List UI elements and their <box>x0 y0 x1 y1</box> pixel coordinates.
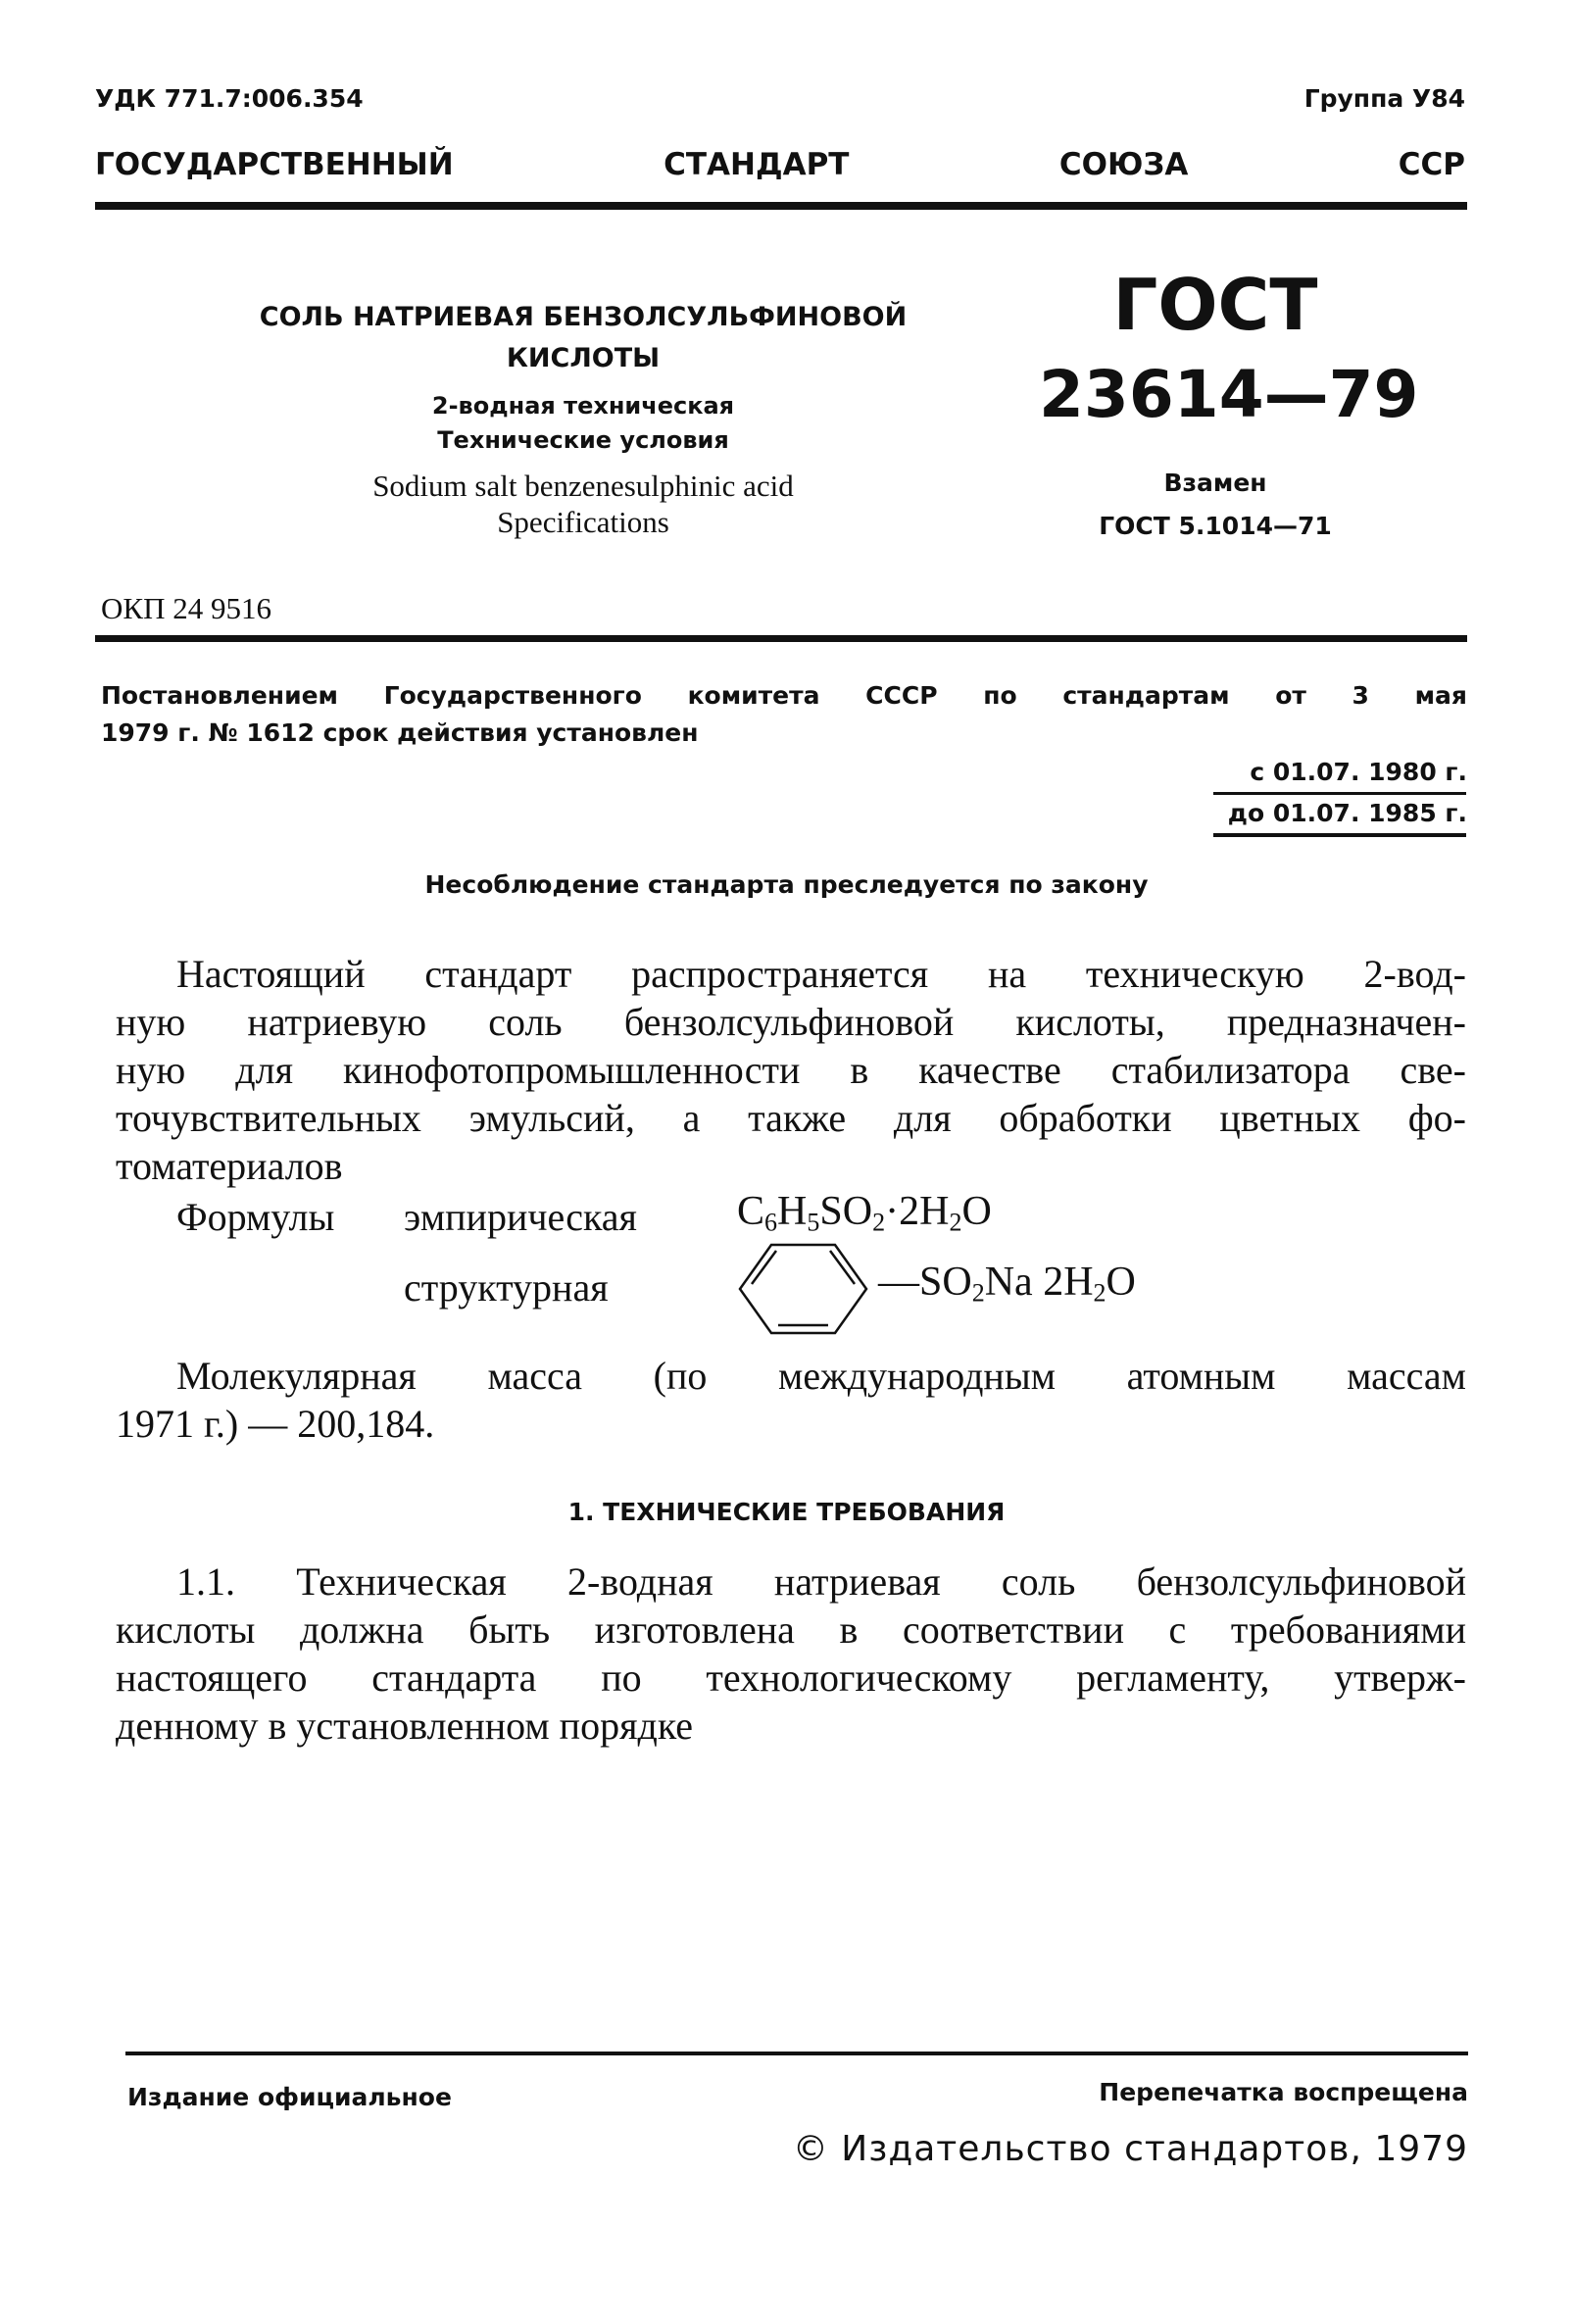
molar-mass-line-2: 1971 г.) — 200,184. <box>116 1402 435 1446</box>
group-code: Группа У84 <box>1303 84 1465 113</box>
molar-mass-line-1 <box>176 1353 1466 1399</box>
decree-word: по <box>983 681 1017 710</box>
decree-word: комитета <box>687 681 820 710</box>
decree-word: стандартам <box>1062 681 1230 710</box>
intro-line-3: ную для кинофотопромышленности в качестве стабилизатора све- <box>116 1048 1466 1092</box>
decree-word: мая <box>1414 681 1467 710</box>
molar-mass-word: массам <box>1347 1354 1466 1398</box>
gost-label: ГОСТ <box>1112 264 1318 346</box>
structural-label: структурная <box>404 1265 609 1310</box>
intro-line-5: томатериалов <box>116 1144 343 1188</box>
subtitle-line-1: 2-водная техническая <box>431 392 735 420</box>
molar-mass-word: масса <box>487 1354 582 1398</box>
decree-word: СССР <box>865 681 938 710</box>
decree-word: Постановлением <box>101 681 338 710</box>
decree-word: от <box>1275 681 1306 710</box>
header-divider <box>95 202 1467 210</box>
molar-mass-word: (по <box>653 1354 708 1398</box>
title-line-1: СОЛЬ НАТРИЕВАЯ БЕНЗОЛСУЛЬФИНОВОЙ <box>259 302 908 332</box>
intro-line-4: точувствительных эмульсий, а также для обработки цветных фо- <box>116 1096 1466 1140</box>
decree-word: Государственного <box>383 681 642 710</box>
structural-formula: $—SO_2Na$ $2H_2O$ <box>878 1260 1136 1308</box>
state-standard-banner: ГОСУДАРСТВЕННЫЙ СТАНДАРТ СОЮЗА ССР <box>95 147 1465 182</box>
gost-number: 23614—79 <box>1039 357 1419 432</box>
intro-line-1: Настоящий стандарт распространяется на техническую 2-вод- <box>176 952 1466 996</box>
replaces-value: ГОСТ 5.1014—71 <box>1099 512 1332 540</box>
replaces-label: Взамен <box>1163 469 1267 497</box>
empirical-label: эмпирическая <box>404 1195 637 1239</box>
english-title-line-1: Sodium salt benzenesulphinic acid <box>372 469 794 503</box>
section-heading: 1. ТЕХНИЧЕСКИЕ ТРЕБОВАНИЯ <box>567 1498 1006 1526</box>
section-line-1: 1.1. Техническая 2-водная натриевая соль бензолсульфиновой <box>176 1559 1466 1604</box>
valid-from-date: с 01.07. 1980 г. <box>1250 758 1467 786</box>
legal-notice: Несоблюдение стандарта преследуется по закону <box>424 870 1149 899</box>
date-underline-1 <box>1213 792 1466 795</box>
okp-code: ОКП 24 9516 <box>101 591 271 625</box>
date-underline-2 <box>1213 833 1466 837</box>
section-line-3: настоящего стандарта по технологическому регламенту, утверж- <box>116 1656 1466 1700</box>
intro-line-2: ную натриевую соль бензолсульфиновой кислоты, предназначен- <box>116 1000 1466 1044</box>
formulas-label: Формулы <box>176 1195 335 1239</box>
title-line-2: КИСЛОТЫ <box>506 343 661 373</box>
valid-to-date: до 01.07. 1985 г. <box>1227 799 1467 827</box>
udk-code: УДК 771.7:006.354 <box>95 84 364 113</box>
subtitle-line-2: Технические условия <box>437 426 729 454</box>
molar-mass-word: атомным <box>1126 1354 1276 1398</box>
empirical-formula: $C_6H_5SO_2\cdot 2H_2O$ <box>737 1189 992 1237</box>
molar-mass-word: международным <box>778 1354 1057 1398</box>
english-title-line-2: Specifications <box>497 505 669 539</box>
title-divider <box>95 635 1467 642</box>
copyright-notice: © Издательство стандартов, 1979 <box>792 2129 1468 2169</box>
official-edition: Издание официальное <box>127 2083 452 2111</box>
benzene-ring-icon <box>737 1235 874 1343</box>
section-line-2: кислоты должна быть изготовлена в соответствии с требованиями <box>116 1607 1466 1652</box>
decree-line-1 <box>101 681 1467 710</box>
footer-divider <box>125 2052 1468 2055</box>
decree-line-2: 1979 г. № 1612 срок действия установлен <box>101 718 699 747</box>
section-line-4: денному в установленном порядке <box>116 1704 694 1748</box>
decree-word: 3 <box>1352 681 1369 710</box>
reprint-prohibited: Перепечатка воспрещена <box>1099 2078 1468 2106</box>
molar-mass-word: Молекулярная <box>176 1354 417 1398</box>
